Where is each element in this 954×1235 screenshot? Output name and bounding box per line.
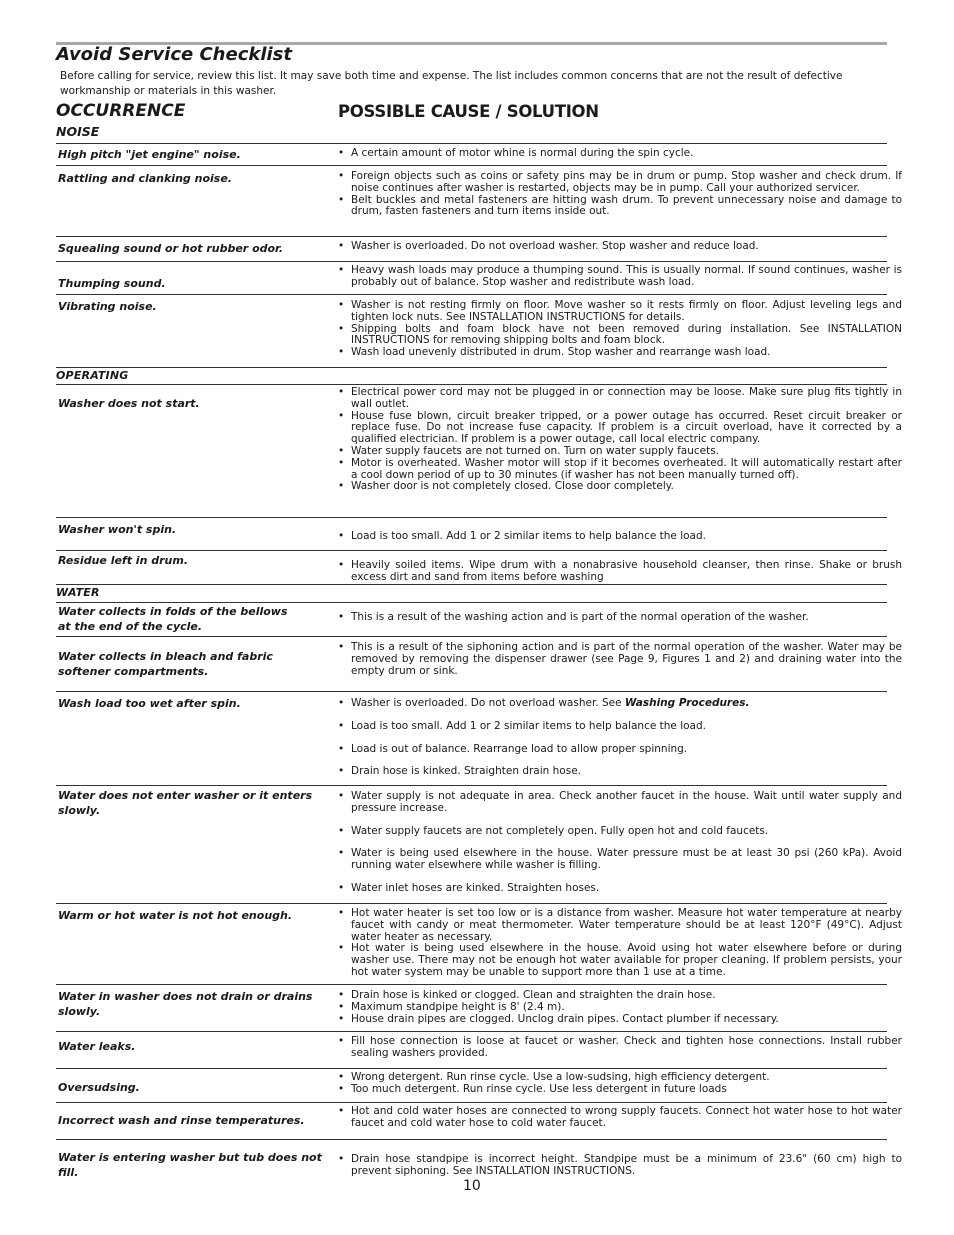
solution-item: • A certain amount of motor whine is normal during the spin cycle. bbox=[338, 148, 902, 160]
occurrence-label: High pitch "jet engine" noise. bbox=[58, 148, 241, 161]
divider bbox=[56, 903, 887, 904]
divider bbox=[56, 602, 887, 603]
solution-item: • Shipping bolts and foam block have not been removed during installation. See INSTALLATION INSTRUCTIONS for removing shipping bolts and foam block. bbox=[338, 324, 902, 348]
divider bbox=[56, 517, 887, 518]
occurrence-label: Water in washer does not drain or drains slowly. bbox=[58, 990, 313, 1018]
solution-item: • Too much detergent. Run rinse cycle. Use less detergent in future loads bbox=[338, 1084, 902, 1096]
solution-list bbox=[338, 642, 902, 677]
solution-list bbox=[338, 531, 902, 543]
solution-list bbox=[338, 387, 902, 493]
solution-list bbox=[338, 560, 902, 584]
solution-list bbox=[338, 791, 902, 895]
solution-list bbox=[338, 1036, 902, 1060]
solution-item: • Drain hose standpipe is incorrect height. Standpipe must be a minimum of 23.6" (60 cm) high to prevent siphoning. See INSTALLATION INSTRUCTIONS. bbox=[338, 1154, 902, 1178]
occurrence-label: Water leaks. bbox=[58, 1040, 136, 1053]
solution-item: • Drain hose is kinked. Straighten drain hose. bbox=[338, 766, 902, 778]
solution-item bbox=[338, 698, 902, 710]
solution-item: • Maximum standpipe height is 8' (2.4 m). bbox=[338, 1002, 902, 1014]
occurrence-label: Washer does not start. bbox=[58, 397, 200, 410]
solution-item: • Water supply faucets are not turned on. Turn on water supply faucets. bbox=[338, 446, 902, 458]
solution-list bbox=[338, 1106, 902, 1130]
solution-item: • Hot water is being used elsewhere in the house. Avoid using hot water elsewhere before or during washer use. There may not be enough hot water available for proper cleaning. If problem persists, your hot water system may be unable to support more than 1 use at a time. bbox=[338, 943, 902, 978]
occurrence-label: Residue left in drum. bbox=[58, 554, 189, 567]
divider bbox=[56, 636, 887, 637]
solution-item: • Motor is overheated. Washer motor will stop if it becomes overheated. It will automatically restart after a cool down period of up to 30 minutes (if washer has not been manually turned off). bbox=[338, 458, 902, 482]
solution-item: • Belt buckles and metal fasteners are hitting wash drum. To prevent unnecessary noise and damage to drum, fasten fasteners and turn items inside out. bbox=[338, 195, 902, 219]
solution-list bbox=[338, 1072, 902, 1096]
occurrence-label: Warm or hot water is not hot enough. bbox=[58, 909, 293, 922]
solution-item: • This is a result of the siphoning action and is part of the normal operation of the washer. Water may be removed by removing the dispenser drawer (see Page 9, Figures 1 and 2) and draining water into the empty drum or sink. bbox=[338, 642, 902, 677]
solution-item: • Load is out of balance. Rearrange load to allow proper spinning. bbox=[338, 744, 902, 756]
divider bbox=[56, 384, 887, 385]
section-operating: OPERATING bbox=[56, 369, 129, 382]
solution-item: • Hot water heater is set too low or is a distance from washer. Measure hot water temperature at nearby faucet with candy or meat thermometer. Water temperature should be at least 120°F (49°C). Adjust water heater as necessary. bbox=[338, 908, 902, 943]
solution-item: • Fill hose connection is loose at faucet or washer. Check and tighten hose connections. Install rubber sealing washers provided. bbox=[338, 1036, 902, 1060]
solution-item: • Hot and cold water hoses are connected to wrong supply faucets. Connect hot water hose to hot water faucet and cold water hose to cold water faucet. bbox=[338, 1106, 902, 1130]
solution-list bbox=[338, 171, 902, 218]
solution-item: • Water is being used elsewhere in the house. Water pressure must be at least 30 psi (260 kPa). Avoid running water elsewhere while washer is filling. bbox=[338, 848, 902, 872]
occurrence-label: Vibrating noise. bbox=[58, 300, 157, 313]
occurrence-label: Rattling and clanking noise. bbox=[58, 172, 232, 185]
divider bbox=[56, 143, 887, 144]
solution-item: • Washer is not resting firmly on floor. Move washer so it rests firmly on floor. Adjust leveling legs and tighten lock nuts. See INSTALLATION INSTRUCTIONS for details. bbox=[338, 300, 902, 324]
divider bbox=[56, 165, 887, 166]
intro-paragraph: Before calling for service, review this list. It may save both time and expense. The list includes common concerns that are not the result of defective workmanship or materials in this washer. bbox=[60, 70, 843, 97]
solution-item: • Heavy wash loads may produce a thumping sound. This is usually normal. If sound continues, washer is probably out of balance. Stop washer and redistribute wash load. bbox=[338, 265, 902, 289]
solution-list bbox=[338, 612, 902, 624]
solution-item: • Water inlet hoses are kinked. Straighten hoses. bbox=[338, 883, 902, 895]
occurrence-label: Squealing sound or hot rubber odor. bbox=[58, 242, 284, 255]
page-number: 10 bbox=[463, 1178, 481, 1194]
divider bbox=[56, 584, 887, 585]
solution-item: • House fuse blown, circuit breaker tripped, or a power outage has occurred. Reset circuit breaker or replace fuse. Do not increase fuse capacity. If problem is a circuit overload, have it corrected by a qualified electrician. If problem is a power outage, call local electric company. bbox=[338, 411, 902, 446]
divider bbox=[56, 984, 887, 985]
solution-list bbox=[338, 241, 902, 253]
solution-list bbox=[338, 1154, 902, 1178]
solution-item: • Load is too small. Add 1 or 2 similar items to help balance the load. bbox=[338, 721, 902, 733]
divider bbox=[56, 785, 887, 786]
solution-item: • Wash load unevenly distributed in drum. Stop washer and rearrange wash load. bbox=[338, 347, 902, 359]
solution-list bbox=[338, 265, 902, 289]
divider bbox=[56, 1031, 887, 1032]
solution-item: • Water supply is not adequate in area. Check another faucet in the house. Wait until water supply and pressure increase. bbox=[338, 791, 902, 815]
divider bbox=[56, 367, 887, 368]
solution-item: • Water supply faucets are not completely open. Fully open hot and cold faucets. bbox=[338, 826, 902, 838]
occurrence-label: Oversudsing. bbox=[58, 1081, 140, 1094]
solution-item: • Heavily soiled items. Wipe drum with a nonabrasive household cleanser, then rinse. Shake or brush excess dirt and sand from items before washing bbox=[338, 560, 902, 584]
occurrence-label: Incorrect wash and rinse temperatures. bbox=[58, 1114, 305, 1127]
solution-item: • Washer is overloaded. Do not overload washer. Stop washer and reduce load. bbox=[338, 241, 902, 253]
solution-list bbox=[338, 908, 902, 979]
divider bbox=[56, 236, 887, 237]
washing-procedures-reference: Washing Procedures. bbox=[624, 697, 750, 709]
occurrence-label: Water is entering washer but tub does not fill. bbox=[58, 1151, 322, 1179]
solution-text: Washer is overloaded. Do not overload washer. See bbox=[351, 697, 622, 709]
section-water: WATER bbox=[56, 586, 100, 599]
solution-heading: POSSIBLE CAUSE / SOLUTION bbox=[338, 102, 599, 121]
solution-item: • This is a result of the washing action and is part of the normal operation of the washer. bbox=[338, 612, 902, 624]
occurrence-label: Water collects in bleach and fabric softener compartments. bbox=[58, 650, 273, 678]
solution-list bbox=[338, 990, 902, 1025]
divider bbox=[56, 1102, 887, 1103]
solution-list bbox=[338, 698, 902, 778]
divider bbox=[56, 1139, 887, 1140]
solution-item: • House drain pipes are clogged. Unclog drain pipes. Contact plumber if necessary. bbox=[338, 1014, 902, 1026]
page-title: Avoid Service Checklist bbox=[56, 44, 292, 65]
solution-item: • Wrong detergent. Run rinse cycle. Use a low-sudsing, high efficiency detergent. bbox=[338, 1072, 902, 1084]
divider bbox=[56, 294, 887, 295]
solution-item: • Load is too small. Add 1 or 2 similar items to help balance the load. bbox=[338, 531, 902, 543]
occurrence-label: Washer won't spin. bbox=[58, 523, 177, 536]
divider bbox=[56, 261, 887, 262]
divider bbox=[56, 1068, 887, 1069]
section-noise: NOISE bbox=[56, 124, 100, 139]
solution-item: • Electrical power cord may not be plugged in or connection may be loose. Make sure plug fits tightly in wall outlet. bbox=[338, 387, 902, 411]
occurrence-label: Water does not enter washer or it enters slowly. bbox=[58, 789, 313, 817]
divider bbox=[56, 691, 887, 692]
solution-list bbox=[338, 148, 902, 160]
solution-item: • Washer door is not completely closed. Close door completely. bbox=[338, 481, 902, 493]
divider bbox=[56, 550, 887, 551]
solution-item: • Drain hose is kinked or clogged. Clean and straighten the drain hose. bbox=[338, 990, 902, 1002]
occurrence-label: Thumping sound. bbox=[58, 277, 166, 290]
solution-item: • Foreign objects such as coins or safety pins may be in drum or pump. Stop washer and check drum. If noise continues after washer is restarted, objects may be in pump. Call your authorized servicer. bbox=[338, 171, 902, 195]
solution-list bbox=[338, 300, 902, 359]
occurrence-label: Water collects in folds of the bellows at the end of the cycle. bbox=[58, 605, 288, 633]
occurrence-label: Wash load too wet after spin. bbox=[58, 697, 241, 710]
occurrence-heading: OCCURRENCE bbox=[56, 101, 186, 121]
